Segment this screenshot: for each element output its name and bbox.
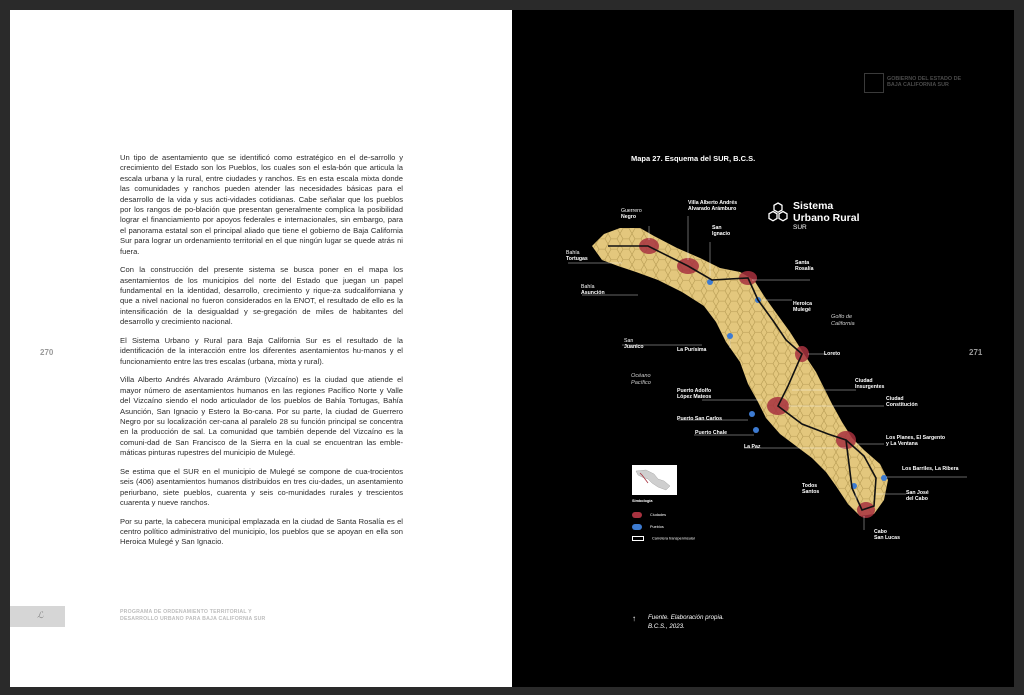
label-san-jose-del-cabo <box>906 490 929 503</box>
legend-pueblos <box>632 524 664 530</box>
mexico-inset-icon <box>632 465 677 495</box>
label-ciudad-constitucion <box>886 396 918 409</box>
label-text: Ignacio <box>712 231 731 238</box>
label-golfo-de-california <box>831 314 855 328</box>
label-los-barriles <box>902 466 959 472</box>
label-la-paz <box>744 444 760 450</box>
town-la-purisima <box>727 333 733 339</box>
hexagon-logo-icon <box>765 201 791 227</box>
label-text: Ciudad <box>855 378 873 384</box>
footer-line-2: DESARROLLO URBANO PARA BAJA CALIFORNIA SUR <box>120 615 266 622</box>
brand-line-1: Sistema <box>793 200 834 212</box>
town-los-barriles <box>881 475 887 481</box>
paragraph: El Sistema Urbano y Rural para Baja California Sur es el resultado de la identificación de la interacción entre los diferentes asentamientos hu-manos y el funcionamiento entre las tres escalas (urbana, mixta y rural). <box>120 335 403 366</box>
map-graphic <box>512 10 1014 687</box>
label-puerto-adolfo <box>677 388 711 401</box>
brand-subtitle: SUR <box>793 224 807 231</box>
label-text: Puerto San Carlos <box>677 416 722 422</box>
label-heroica-mulege <box>793 301 812 314</box>
gov-line-2: BAJA CALIFORNIA SUR <box>887 82 949 89</box>
gov-line-1: GOBIERNO DEL ESTADO DE <box>887 76 962 82</box>
label-text: San Lucas <box>874 535 900 542</box>
label-ciudad-insurgentes <box>855 378 884 391</box>
brand-line-2: Urbano Rural <box>793 211 860 224</box>
label-text: Rosalía <box>795 266 814 273</box>
label-text: Asunción <box>581 290 605 297</box>
label-text: Heroica <box>793 301 813 307</box>
town-swatch-icon <box>632 524 642 530</box>
page-number-left: 270 <box>40 348 54 357</box>
label-san-ignacio <box>712 225 730 238</box>
label-text: Los Barriles, La Ribera <box>902 466 959 472</box>
legend-title: Simbología <box>632 499 653 503</box>
legend-label: Pueblos <box>650 525 664 529</box>
legend-ciudades <box>632 512 666 518</box>
label-text: Santa <box>795 260 810 266</box>
label-la-purisima <box>677 347 706 353</box>
label-text: California <box>831 321 855 327</box>
paragraph: Por su parte, la cabecera municipal emplazada en la ciudad de Santa Rosalía es el centro político administrativo del municipio, los pueblos que se apoyan en ella son Heroica Mulegé y San Ignacio. <box>120 516 403 547</box>
label-text: Santos <box>802 489 820 496</box>
road-swatch-icon <box>632 536 644 541</box>
label-text: del Cabo <box>906 496 928 503</box>
paragraph: Villa Alberto Andrés Alvarado Arámburo (Vizcaíno) es la ciudad que atiende el mayor número de asentamientos humanos en las regiones Pacífico Norte y Valle del Vizcaíno siendo el nodo articulador de los pueblos de Bahía Tortugas, Bahía Asunción, San Ignacio y Estero la Bo-cana. Por su parte, la ciudad de Guerrero Negro por su localización cer-cana al paralelo 28 su función principal se concentra en la producción de sal. La comunidad que también depende del Vizcaíno es la comuni-dad de San Francisco de la Sierra en la cual se encuentran las emble-máticas pinturas rupestres del municipio de Mulegé. <box>120 375 403 458</box>
city-swatch-icon <box>632 512 642 518</box>
paragraph: Con la construcción del presente sistema se busca poner en el mapa los asentamientos de los municipios del norte del Estado que juegan un papel fundamental en la identidad, desarrollo, crecimiento y rique-za sudcaliforniana y que a nivel nacional no fueron considerados en la ENOT, el resultado de ello es la intensificación de la desigualdad y se-gregación de miles de habitantes del desarrollo y crecimiento nacional. <box>120 265 403 327</box>
hexagon-grid <box>572 210 912 530</box>
label-loreto <box>824 351 840 357</box>
label-text: Pacífico <box>631 380 651 386</box>
label-cabo-san-lucas <box>874 529 900 542</box>
source-line-1: Fuente. Elaboración propia. <box>648 614 725 621</box>
label-puerto-san-carlos <box>677 416 722 422</box>
label-text: Bahía <box>581 284 595 290</box>
label-text: Mulegé <box>793 307 811 314</box>
location-inset-map <box>632 465 677 495</box>
map-title: Mapa 27. Esquema del SUR, B.C.S. <box>631 154 756 163</box>
footer-line-1: PROGRAMA DE ORDENAMIENTO TERRITORIAL Y <box>120 609 252 615</box>
source-note <box>648 613 724 631</box>
label-text: Tortugas <box>566 256 588 263</box>
label-text: Alvarado Arámburo <box>688 206 737 213</box>
label-text: Bahía <box>566 250 580 256</box>
label-text: Puerto Chale <box>695 430 727 436</box>
legend-label: Ciudades <box>650 513 667 517</box>
label-san-juanico <box>624 338 644 351</box>
label-text: y La Ventana <box>886 441 918 448</box>
north-arrow-icon: ↑ <box>632 614 636 623</box>
label-text: Constitución <box>886 402 918 409</box>
label-text: López Mateos <box>677 394 712 401</box>
label-text: Insurgentes <box>855 384 885 391</box>
label-bahia-asuncion <box>581 284 605 297</box>
label-text: Negro <box>621 214 636 221</box>
town-puerto-chale <box>753 427 759 433</box>
label-puerto-chale <box>695 430 727 436</box>
footer-logo-glyph: ℒ <box>37 611 44 621</box>
label-los-planes <box>886 435 945 448</box>
label-santa-rosalia <box>795 260 813 273</box>
label-text: Ciudad <box>886 396 904 402</box>
label-villa-alberto <box>688 200 737 213</box>
brand-title <box>793 201 860 224</box>
label-text: San <box>712 225 722 231</box>
label-text: La Paz <box>744 444 761 450</box>
label-text: Golfo de <box>831 314 853 320</box>
footer-logo <box>10 606 65 627</box>
label-text: San José <box>906 490 929 496</box>
label-bahia-tortugas <box>566 250 588 263</box>
label-text: La Purísima <box>677 347 707 353</box>
legend-carretera <box>632 536 695 541</box>
paragraph: Un tipo de asentamiento que se identificó como estratégico en el de-sarrollo y crecimiento del Estado son los Pueblos, los cuales son el esla-bón que articula la escala urbana y la rural, entre ciudades y ranchos. Es en esta escala mixta donde las comunidades y ranchos pueden atender las necesidades básicas para el desarrollo de la vida y sus acti-vidades cotidianas. Cabe señalar que los pueblos por los rangos de po-blación que presentan generalmente complica la posibilidad lograr el financiamiento por apoyos federales e internacionales, sin embargo, para el panorama estatal son el principal aliado que tiene el gobierno de Baja California Sur para lograr un ordenamiento territorial en el que ningún lugar se quede atrás ni fuera. <box>120 153 403 256</box>
legend-label: Carretera transpeninsular <box>652 536 696 541</box>
left-page <box>10 10 512 687</box>
label-text: Guerrero <box>621 208 642 214</box>
label-text: Todos <box>802 483 818 489</box>
label-text: Villa Alberto Andrés <box>688 200 738 206</box>
label-text: Los Planes, El Sargento <box>886 435 946 441</box>
town-san-carlos <box>749 411 755 417</box>
label-text: Puerto Adolfo <box>677 388 712 394</box>
footer-text <box>120 609 265 622</box>
source-line-2: B.C.S., 2023. <box>648 623 685 631</box>
paragraph: Se estima que el SUR en el municipio de Mulegé se compone de cua-trocientos seis (406) asentamientos humanos distribuidos en tres ciu-dades, un asentamiento periurbano, siete pueblos, cuarenta y seis co-munidades rurales y trescientos cuarenta y nueve ranchos. <box>120 466 403 507</box>
body-text <box>120 153 403 556</box>
label-text: San <box>624 338 634 344</box>
label-guerrero-negro <box>621 208 642 221</box>
label-text: Juanico <box>624 344 644 351</box>
label-todos-santos <box>802 483 819 496</box>
label-oceano-pacifico <box>631 373 651 387</box>
label-text: Cabo <box>874 529 887 535</box>
right-page <box>512 10 1014 687</box>
label-text: Loreto <box>824 351 841 357</box>
label-text: Océano <box>631 373 651 379</box>
page-number-right: 271 <box>969 348 983 357</box>
